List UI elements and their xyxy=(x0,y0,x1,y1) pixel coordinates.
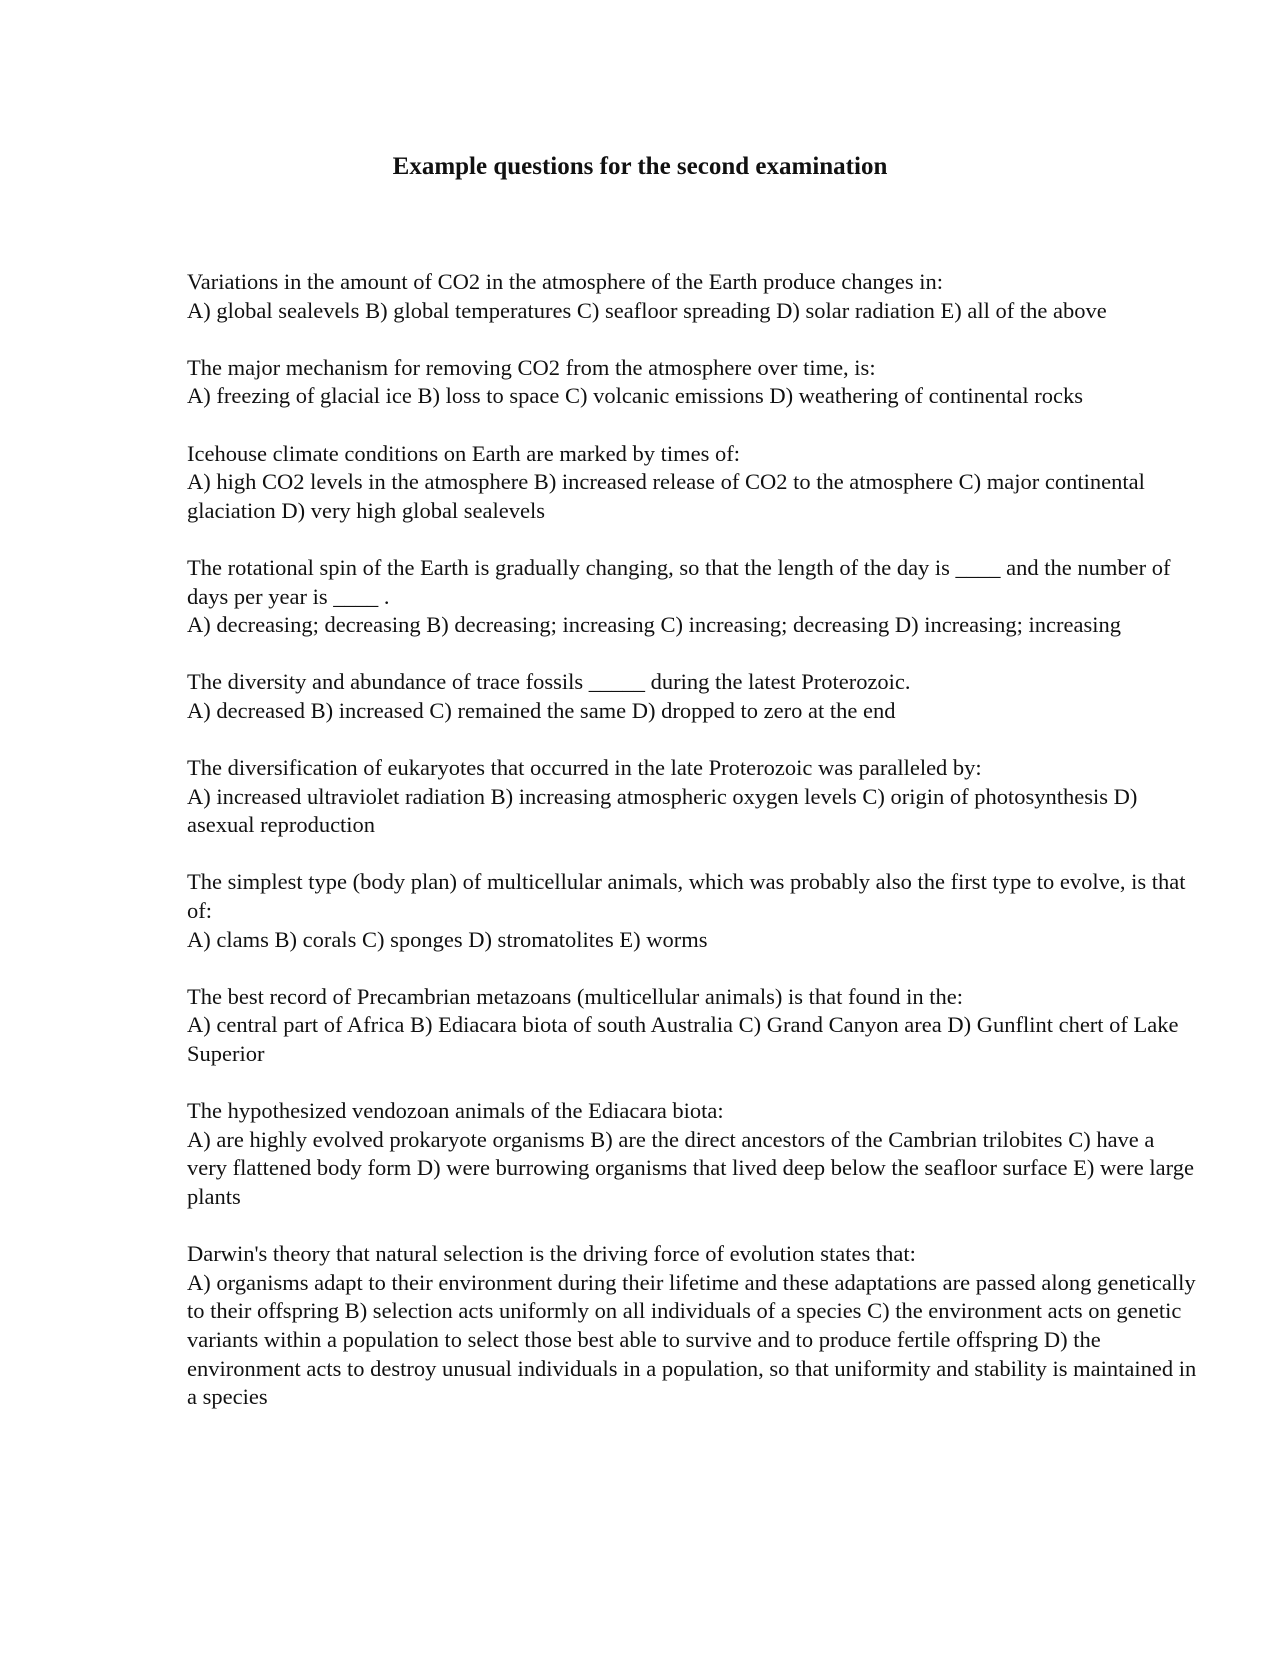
question-stem: The simplest type (body plan) of multicellular animals, which was probably also the first type to evolve, is that of: xyxy=(187,869,1186,924)
question-choices: A) central part of Africa B) Ediacara biota of south Australia C) Grand Canyon area D) Gunflint chert of Lake Superior xyxy=(187,1012,1179,1067)
question-stem: Darwin's theory that natural selection is the driving force of evolution states that: xyxy=(187,1241,916,1267)
question-item xyxy=(187,668,1197,725)
question-item xyxy=(187,440,1197,526)
question-stem: Variations in the amount of CO2 in the atmosphere of the Earth produce changes in: xyxy=(187,269,944,294)
question-stem: Icehouse climate conditions on Earth are marked by times of: xyxy=(187,440,740,466)
question-stem: The rotational spin of the Earth is gradually changing, so that the length of the day is ____ and the number of days per year is ____ . xyxy=(187,554,1171,609)
question-choices: A) freezing of glacial ice B) loss to space C) volcanic emissions D) weathering of continental rocks xyxy=(187,383,1083,409)
page-title: Example questions for the second examination xyxy=(392,153,888,180)
question-item xyxy=(187,868,1197,954)
question-item xyxy=(187,554,1197,640)
question-item xyxy=(187,754,1197,840)
question-stem: The best record of Precambrian metazoans (multicellular animals) is that found in the: xyxy=(187,983,963,1009)
question-choices: A) are highly evolved prokaryote organisms B) are the direct ancestors of the Cambrian trilobites C) have a very flattened body form D) were burrowing organisms that lived deep below the seafloor surface E) were large plants xyxy=(187,1126,1194,1209)
question-choices: A) decreasing; decreasing B) decreasing; increasing C) increasing; decreasing D) increasing; increasing xyxy=(187,612,1121,638)
question-choices: A) clams B) corals C) sponges D) stromatolites E) worms xyxy=(187,926,708,952)
question-item xyxy=(187,1240,1197,1412)
question-choices: A) increased ultraviolet radiation B) increasing atmospheric oxygen levels C) origin of photosynthesis D) asexual reproduction xyxy=(187,783,1138,838)
question-item xyxy=(187,1097,1197,1211)
question-stem: The hypothesized vendozoan animals of the Ediacara biota: xyxy=(187,1098,724,1124)
question-stem: The diversity and abundance of trace fossils _____ during the latest Proterozoic. xyxy=(187,669,911,695)
question-choices: A) global sealevels B) global temperatures C) seafloor spreading D) solar radiation E) all of the above xyxy=(187,297,1107,323)
question-item xyxy=(187,268,1197,325)
question-choices: A) organisms adapt to their environment during their lifetime and these adaptations are passed along genetically to their offspring B) selection acts uniformly on all individuals of a species C) the environment acts on genetic variants within a population to select those best able to survive and to produce fertile offspring D) the environment acts to destroy unusual individuals in a population, so that uniformity and stability is maintained in a species xyxy=(187,1269,1197,1410)
question-list xyxy=(187,268,1197,1440)
question-item xyxy=(187,983,1197,1069)
question-choices: A) high CO2 levels in the atmosphere B) increased release of CO2 to the atmosphere C) major continental glaciation D) very high global sealevels xyxy=(187,469,1145,523)
question-choices: A) decreased B) increased C) remained the same D) dropped to zero at the end xyxy=(187,697,896,723)
question-item xyxy=(187,354,1197,411)
question-stem: The major mechanism for removing CO2 from the atmosphere over time, is: xyxy=(187,354,876,380)
question-stem: The diversification of eukaryotes that occurred in the late Proterozoic was paralleled by: xyxy=(187,755,982,781)
